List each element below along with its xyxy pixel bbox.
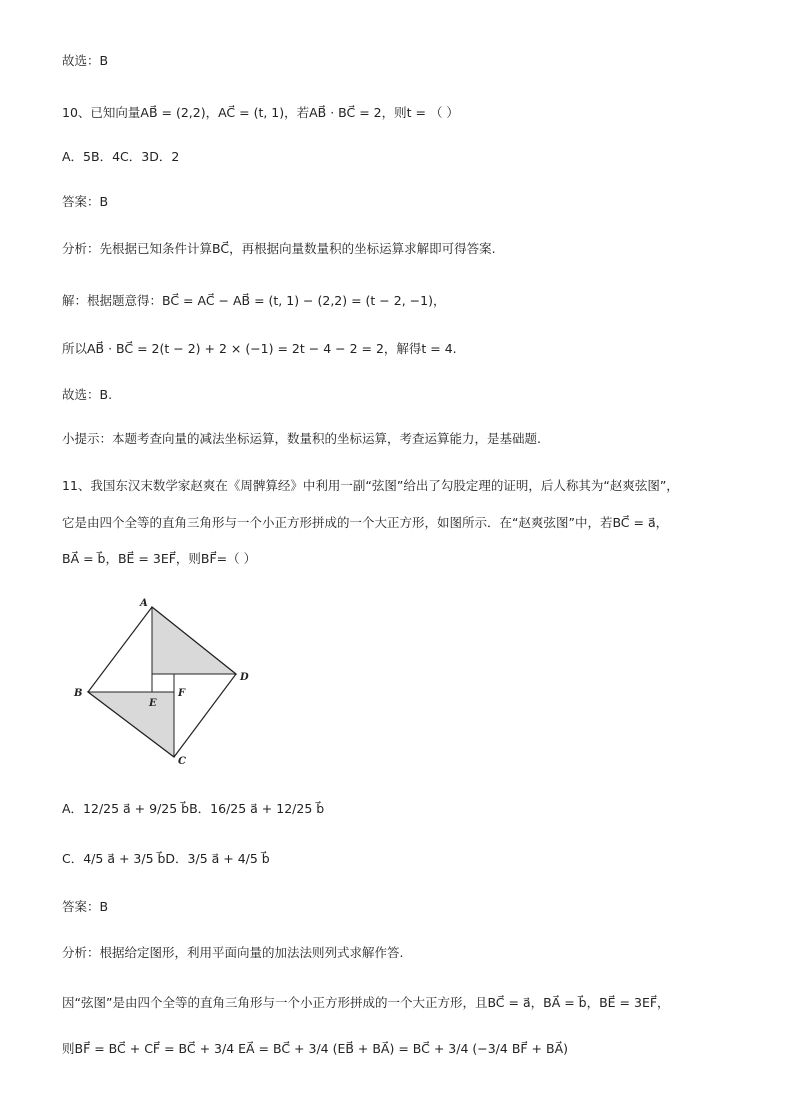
- line-5: 分析：先根据已知条件计算BC⃗，再根据向量数量积的坐标运算求解即可得答案.: [62, 241, 496, 256]
- label-d: D: [240, 672, 249, 683]
- line-16: 分析：根据给定图形，利用平面向量的加法法则列式求解作答.: [62, 945, 404, 960]
- figure-svg: [66, 592, 266, 772]
- zhao-shuang-chord-figure: [66, 592, 266, 772]
- line-7: 所以AB⃗ · BC⃗ = 2(t − 2) + 2 × (−1) = 2t − 4 − 2 = 2，解得t = 4.: [62, 341, 457, 356]
- line-11: 它是由四个全等的直角三角形与一个小正方形拼成的一个大正方形，如图所示．在“赵爽弦图”中，若BC⃗ = a⃗，: [62, 515, 669, 530]
- line-3: A．5B．4C．3D．2: [62, 149, 180, 164]
- line-2: 10、已知向量AB⃗ = (2,2)，AC⃗ = (t, 1)，若AB⃗ · BC⃗ = 2，则t = （ ）: [62, 105, 459, 120]
- line-6: 解：根据题意得：BC⃗ = AC⃗ − AB⃗ = (t, 1) − (2,2) = (t − 2, −1)，: [62, 293, 446, 308]
- line-14: C．4/5 a⃗ + 3/5 b⃗D．3/5 a⃗ + 4/5 b⃗: [62, 851, 270, 866]
- line-17: 因“弦图”是由四个全等的直角三角形与一个小正方形拼成的一个大正方形，且BC⃗ = a⃗，BA⃗ = b⃗，BE⃗ = 3EF⃗，: [62, 995, 670, 1010]
- line-9: 小提示：本题考查向量的减法坐标运算，数量积的坐标运算，考查运算能力，是基础题.: [62, 431, 541, 446]
- line-1: 故选：B: [62, 53, 109, 68]
- line-8: 故选：B.: [62, 387, 113, 402]
- line-10: 11、我国东汉末数学家赵爽在《周髀算经》中利用一副“弦图”给出了勾股定理的证明，后人称其为“赵爽弦图”，: [62, 478, 679, 493]
- line-13: A．12/25 a⃗ + 9/25 b⃗B．16/25 a⃗ + 12/25 b⃗: [62, 801, 325, 816]
- line-4: 答案：B: [62, 194, 109, 209]
- label-f: F: [178, 688, 186, 699]
- line-15: 答案：B: [62, 899, 109, 914]
- label-c: C: [178, 756, 186, 767]
- label-e: E: [149, 698, 157, 709]
- label-b: B: [74, 688, 83, 699]
- label-a: A: [140, 598, 148, 609]
- line-12: BA⃗ = b⃗，BE⃗ = 3EF⃗，则BF⃗=（ ）: [62, 551, 257, 566]
- line-18: 则BF⃗ = BC⃗ + CF⃗ = BC⃗ + 3/4 EA⃗ = BC⃗ + 3/4 (EB⃗ + BA⃗) = BC⃗ + 3/4 (−3/4 BF⃗ + BA⃗): [62, 1041, 569, 1056]
